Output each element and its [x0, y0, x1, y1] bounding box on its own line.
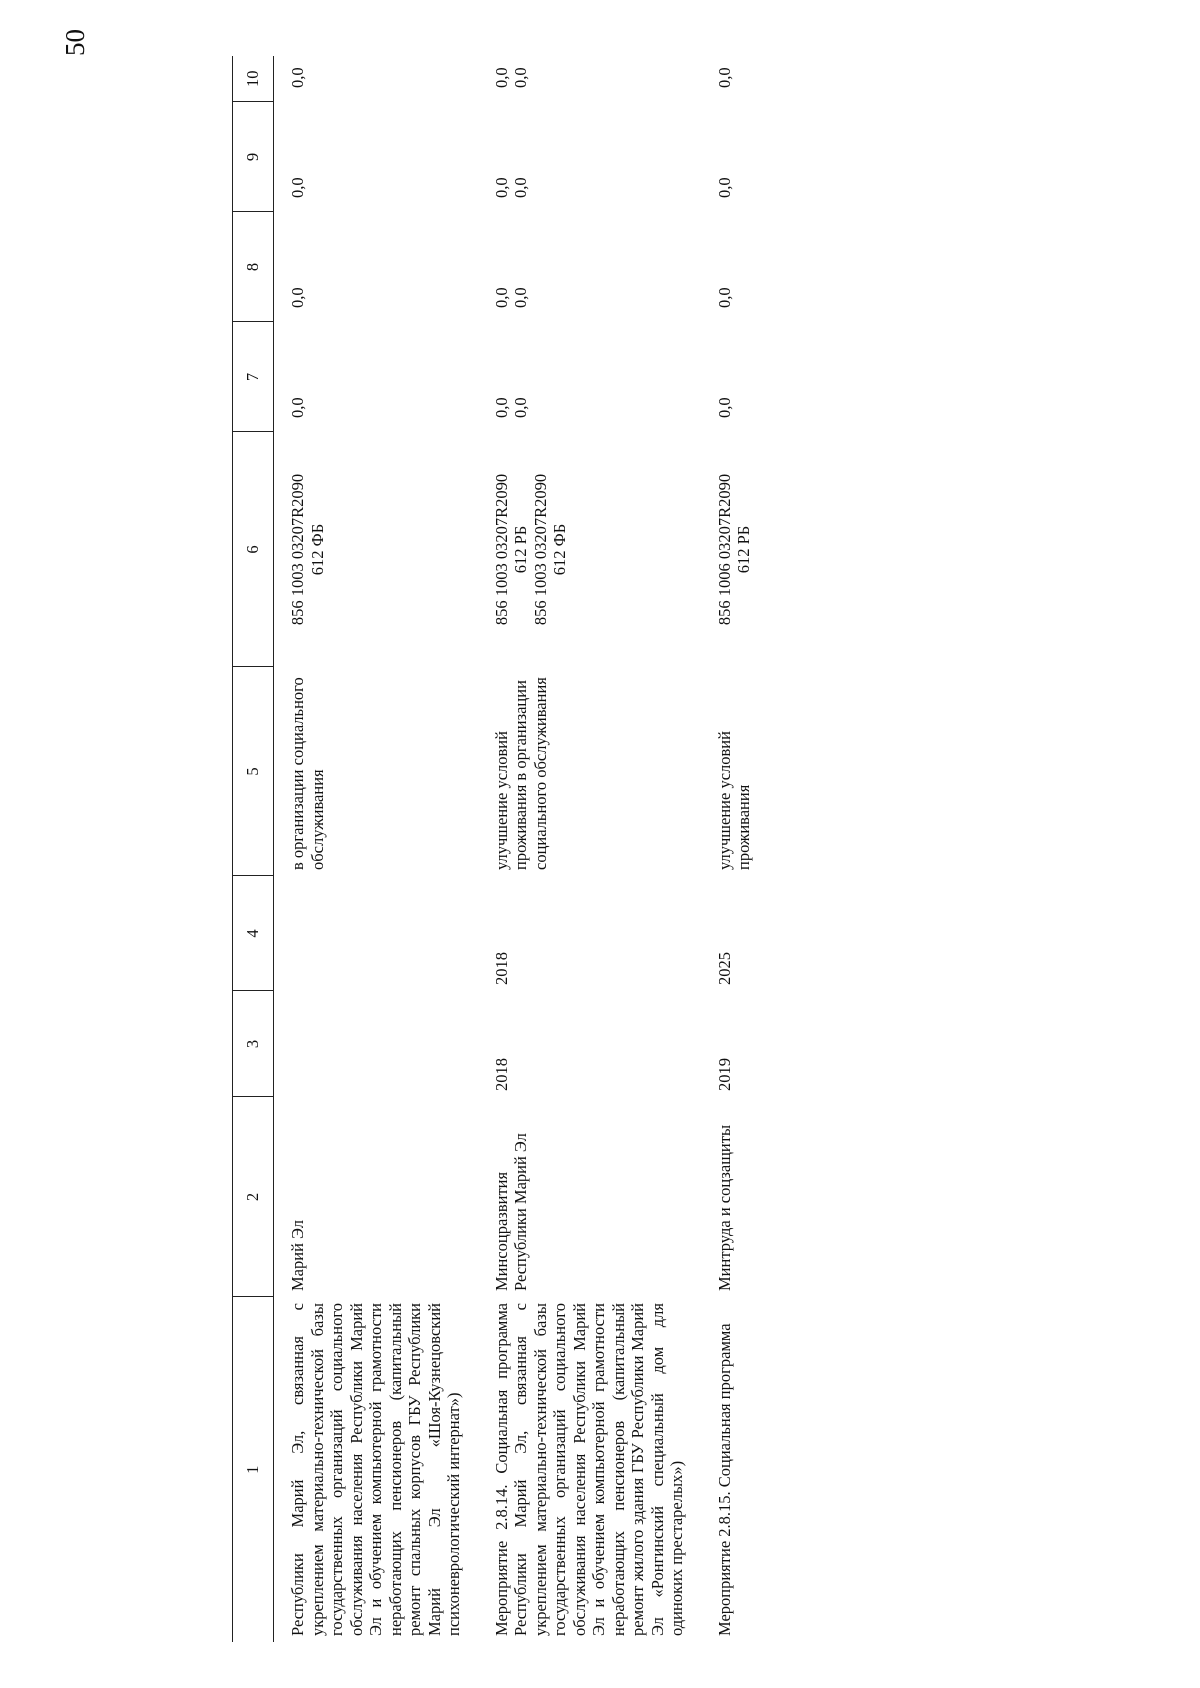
- budget-code: 856 1003 03207R2090 612 РБ 856 1003 03207R2090 612 ФБ: [491, 473, 569, 626]
- expected-result: в организации социального обслуживания: [288, 677, 327, 870]
- value-col-8: 0,0: [288, 287, 307, 308]
- col-header: 4: [233, 876, 274, 991]
- executor: Минтруда и соцзащиты: [714, 1124, 734, 1291]
- measure-description: Мероприятие 2.8.14. Социальная программа Республики Марий Эл, связанная с укреплением материально-технической базы государственных организаций социального обслуживания населения Республики Марий Эл и обучением компьютерной грамотности неработающих пенсионеров (капитальный ремонт жилого здания ГБУ Республики Марий Эл «Ронгинский специальный дом для одиноких престарелых»): [491, 1303, 686, 1636]
- col-header: 2: [233, 1097, 274, 1297]
- executor: Марий Эл: [288, 1220, 307, 1291]
- col-header: 7: [233, 322, 274, 432]
- col-header: 5: [233, 667, 274, 876]
- col-header: 9: [233, 102, 274, 212]
- value-col-10: 0,0: [714, 67, 734, 88]
- budget-code: 856 1003 03207R2090 612 ФБ: [288, 473, 327, 626]
- col-header: 3: [233, 991, 274, 1097]
- value-col-10: 0,0 0,0: [491, 67, 530, 88]
- table-row: [274, 56, 478, 1642]
- budget-code: 856 1006 03207R2090 612 РБ: [714, 473, 753, 626]
- expected-result: улучшение условий проживания: [714, 731, 753, 870]
- page-number: 50: [60, 29, 90, 56]
- executor: Минсоцразвития Республики Марий Эл: [491, 1133, 530, 1291]
- header-row: [233, 56, 274, 1642]
- end-year: 2025: [714, 952, 734, 985]
- start-year: [274, 991, 478, 1097]
- col-header: 1: [233, 1297, 274, 1642]
- table-row: [701, 56, 768, 1642]
- end-year: 2018: [491, 952, 511, 985]
- measure-description: Республики Марий Эл, связанная с укреплением материально-технической базы государственных организаций социального обслуживания населения Республики Марий Эл и обучением компьютерной грамотности неработающих пенсионеров (капитальный ремонт спальных корпусов ГБУ Республики Марий Эл «Шоя-Кузнецовский психоневрологический интернат»): [288, 1303, 463, 1636]
- expected-result: улучшение условий проживания в организации социального обслуживания: [491, 677, 550, 870]
- value-col-7: 0,0: [288, 397, 307, 418]
- table-row: [478, 56, 701, 1642]
- col-header: 10: [233, 56, 274, 102]
- start-year: 2018: [491, 1058, 511, 1091]
- value-col-9: 0,0 0,0: [491, 177, 530, 198]
- program-measures-table: [232, 56, 768, 1642]
- value-col-7: 0,0 0,0: [491, 397, 530, 418]
- value-col-10: 0,0: [288, 67, 307, 88]
- measure-description: Мероприятие 2.8.15. Социальная программа: [714, 1323, 734, 1636]
- value-col-8: 0,0: [714, 287, 734, 308]
- value-col-8: 0,0 0,0: [491, 287, 530, 308]
- col-header: 8: [233, 212, 274, 322]
- end-year: [274, 876, 478, 991]
- value-col-7: 0,0: [714, 397, 734, 418]
- value-col-9: 0,0: [714, 177, 734, 198]
- start-year: 2019: [714, 1058, 734, 1091]
- value-col-9: 0,0: [288, 177, 307, 198]
- col-header: 6: [233, 432, 274, 667]
